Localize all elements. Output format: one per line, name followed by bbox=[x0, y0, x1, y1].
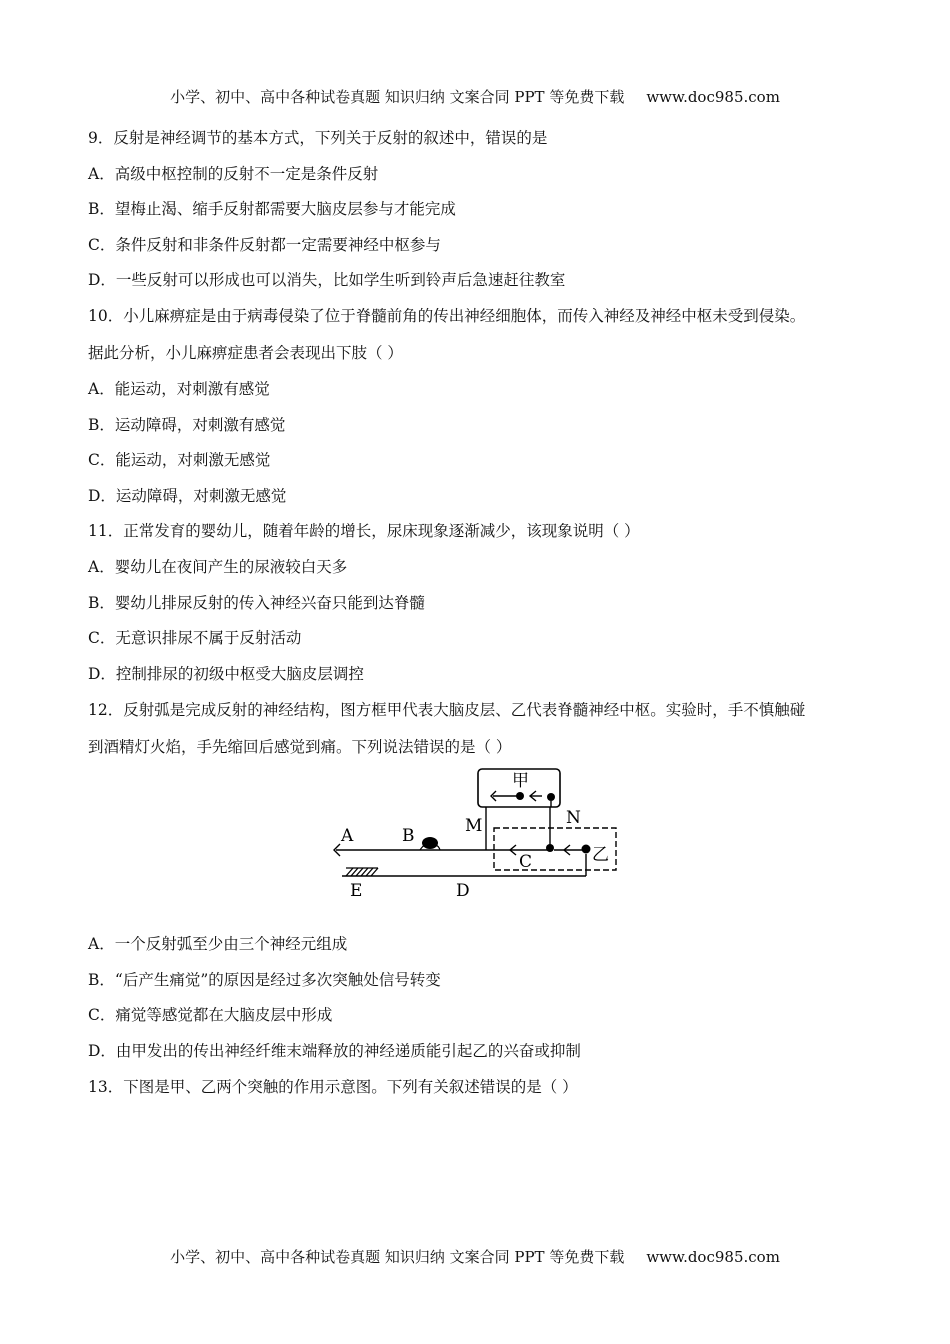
page-footer bbox=[0, 1246, 950, 1267]
label-b: B bbox=[402, 826, 415, 846]
question-9-option-a: A．高级中枢控制的反射不一定是条件反射 bbox=[88, 165, 379, 183]
label-e: E bbox=[350, 881, 363, 901]
question-13-stem: 13．下图是甲、乙两个突触的作用示意图。下列有关叙述错误的是（ ） bbox=[88, 1078, 578, 1096]
label-n: N bbox=[566, 808, 581, 828]
question-12-option-c: C．痛觉等感觉都在大脑皮层中形成 bbox=[88, 1006, 333, 1024]
header-text: 小学、初中、高中各种试卷真题 知识归纳 文案合同 PPT 等免费下载 bbox=[170, 88, 625, 106]
neuron-yi-body bbox=[582, 845, 591, 854]
question-12-stem-line-1: 12．反射弧是完成反射的神经结构，图方框甲代表大脑皮层、乙代表脊髓神经中枢。实验时，手不慎触碰 bbox=[88, 701, 806, 719]
question-11-stem: 11．正常发育的婴幼儿，随着年龄的增长，尿床现象逐渐减少，该现象说明（ ） bbox=[88, 522, 640, 540]
page-header bbox=[0, 86, 950, 107]
label-jia: 甲 bbox=[512, 771, 529, 791]
question-11-option-d: D．控制排尿的初级中枢受大脑皮层调控 bbox=[88, 665, 364, 683]
question-9-option-d: D．一些反射可以形成也可以消失，比如学生听到铃声后急速赶往教室 bbox=[88, 271, 566, 289]
question-12-option-b: B．“后产生痛觉”的原因是经过多次突触处信号转变 bbox=[88, 971, 441, 989]
question-11-option-a: A．婴幼儿在夜间产生的尿液较白天多 bbox=[88, 558, 348, 576]
label-c: C bbox=[519, 852, 533, 872]
question-11-option-c: C．无意识排尿不属于反射活动 bbox=[88, 629, 302, 647]
neuron-jia-body bbox=[516, 792, 524, 800]
question-12-option-d: D．由甲发出的传出神经纤维末端释放的神经递质能引起乙的兴奋或抑制 bbox=[88, 1042, 581, 1060]
question-9-option-c: C．条件反射和非条件反射都一定需要神经中枢参与 bbox=[88, 236, 441, 254]
neuron-c-body bbox=[546, 844, 554, 852]
reflex-arc-diagram bbox=[326, 766, 626, 906]
question-12-stem-line-2: 到酒精灯火焰，手先缩回后感觉到痛。下列说法错误的是（ ） bbox=[88, 738, 512, 756]
footer-text: 小学、初中、高中各种试卷真题 知识归纳 文案合同 PPT 等免费下载 bbox=[170, 1248, 625, 1266]
header-url[interactable]: www.doc985.com bbox=[646, 88, 780, 106]
neuron-up-body bbox=[547, 793, 555, 801]
label-d: D bbox=[456, 881, 470, 901]
label-m: M bbox=[465, 816, 483, 836]
question-10-stem-line-1: 10．小儿麻痹症是由于病毒侵染了位于脊髓前角的传出神经细胞体，而传入神经及神经中枢未受到侵染。 bbox=[88, 307, 806, 325]
label-yi: 乙 bbox=[592, 845, 609, 865]
question-10-option-c: C．能运动，对刺激无感觉 bbox=[88, 451, 271, 469]
label-a: A bbox=[341, 826, 354, 846]
receptor-e bbox=[346, 868, 378, 876]
question-10-option-b: B．运动障碍，对刺激有感觉 bbox=[88, 416, 286, 434]
question-10-stem-line-2: 据此分析，小儿麻痹症患者会表现出下肢（ ） bbox=[88, 344, 403, 362]
question-10-option-d: D．运动障碍，对刺激无感觉 bbox=[88, 487, 287, 505]
question-10-option-a: A．能运动，对刺激有感觉 bbox=[88, 380, 270, 398]
question-9-option-b: B．望梅止渴、缩手反射都需要大脑皮层参与才能完成 bbox=[88, 200, 456, 218]
question-12-option-a: A．一个反射弧至少由三个神经元组成 bbox=[88, 935, 348, 953]
ganglion-b bbox=[422, 837, 438, 849]
question-11-option-b: B．婴幼儿排尿反射的传入神经兴奋只能到达脊髓 bbox=[88, 594, 425, 612]
footer-url[interactable]: www.doc985.com bbox=[646, 1248, 780, 1266]
question-9-stem: 9．反射是神经调节的基本方式，下列关于反射的叙述中，错误的是 bbox=[88, 129, 548, 147]
